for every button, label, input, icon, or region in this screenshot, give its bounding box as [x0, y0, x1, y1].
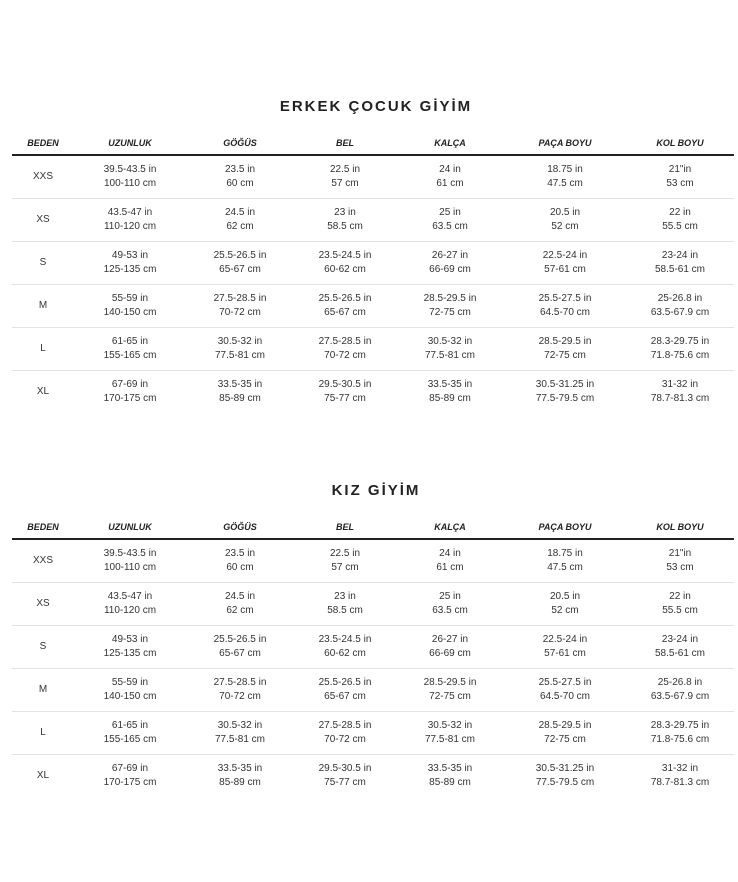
cm-value: 63.5 cm: [432, 221, 468, 232]
inch-value: 28.3-29.75 in: [650, 336, 710, 347]
measurement-cell: [186, 669, 294, 712]
cm-value: 61 cm: [436, 178, 464, 189]
cm-value: 62 cm: [226, 221, 254, 232]
measurement-cell: [396, 669, 504, 712]
inch-value: 31-32 in: [661, 379, 699, 390]
cm-value: 65-67 cm: [219, 648, 261, 659]
cm-value: 70-72 cm: [219, 307, 261, 318]
measurement-cell: [626, 199, 734, 242]
cm-value: 70-72 cm: [324, 350, 366, 361]
measurement-cell: [504, 242, 626, 285]
cm-value: 110-120 cm: [103, 221, 157, 232]
measurement-cell: [74, 199, 186, 242]
cm-value: 75-77 cm: [324, 777, 366, 788]
inch-value: 26-27 in: [431, 634, 469, 645]
inch-value: 21"in: [668, 548, 692, 559]
measurement-cell: [396, 155, 504, 199]
size-label: L: [12, 328, 74, 371]
inch-value: 55-59 in: [111, 677, 149, 688]
measurement-cell: [504, 539, 626, 583]
inch-value: 24.5 in: [224, 207, 256, 218]
cm-value: 155-165 cm: [103, 734, 157, 745]
measurement-cell: [186, 242, 294, 285]
cm-value: 72-75 cm: [544, 734, 586, 745]
boys-size-title: ERKEK ÇOCUK GİYİM: [279, 98, 473, 115]
cm-value: 55.5 cm: [662, 221, 698, 232]
measurement-cell: [74, 155, 186, 199]
measurement-cell: [294, 626, 396, 669]
column-header: PAÇA BOYU: [504, 516, 626, 539]
measurement-cell: [396, 199, 504, 242]
boys-size-table: [12, 132, 734, 413]
cm-value: 60 cm: [226, 562, 254, 573]
measurement-cell: [396, 285, 504, 328]
cm-value: 155-165 cm: [103, 350, 157, 361]
size-label: XS: [12, 583, 74, 626]
cm-value: 53 cm: [666, 178, 694, 189]
cm-value: 140-150 cm: [103, 307, 157, 318]
measurement-cell: [396, 328, 504, 371]
inch-value: 27.5-28.5 in: [213, 677, 267, 688]
table-row: [12, 199, 734, 242]
cm-value: 71.8-75.6 cm: [650, 350, 710, 361]
inch-value: 49-53 in: [111, 634, 149, 645]
inch-value: 18.75 in: [547, 164, 583, 175]
cm-value: 85-89 cm: [429, 777, 471, 788]
inch-value: 29.5-30.5 in: [318, 763, 372, 774]
inch-value: 26-27 in: [431, 250, 469, 261]
cm-value: 85-89 cm: [429, 393, 471, 404]
cm-value: 65-67 cm: [219, 264, 261, 275]
inch-value: 39.5-43.5 in: [103, 548, 157, 559]
cm-value: 57 cm: [331, 562, 359, 573]
cm-value: 100-110 cm: [103, 178, 157, 189]
measurement-cell: [396, 626, 504, 669]
inch-value: 27.5-28.5 in: [213, 293, 267, 304]
inch-value: 28.3-29.75 in: [650, 720, 710, 731]
inch-value: 43.5-47 in: [107, 207, 153, 218]
cm-value: 57-61 cm: [544, 648, 586, 659]
inch-value: 29.5-30.5 in: [318, 379, 372, 390]
inch-value: 23.5 in: [224, 164, 256, 175]
cm-value: 85-89 cm: [219, 393, 261, 404]
inch-value: 25 in: [439, 591, 461, 602]
measurement-cell: [504, 328, 626, 371]
cm-value: 77.5-79.5 cm: [535, 777, 595, 788]
inch-value: 25-26.8 in: [657, 677, 703, 688]
table-row: [12, 285, 734, 328]
inch-value: 20.5 in: [549, 207, 581, 218]
measurement-cell: [626, 371, 734, 414]
inch-value: 30.5-32 in: [217, 720, 263, 731]
measurement-cell: [186, 199, 294, 242]
measurement-cell: [504, 755, 626, 798]
cm-value: 85-89 cm: [219, 777, 261, 788]
measurement-cell: [504, 669, 626, 712]
column-header: GÖĞÜS: [186, 132, 294, 155]
measurement-cell: [74, 371, 186, 414]
cm-value: 72-75 cm: [429, 691, 471, 702]
inch-value: 30.5-32 in: [427, 720, 473, 731]
inch-value: 25.5-27.5 in: [538, 677, 592, 688]
measurement-cell: [504, 285, 626, 328]
inch-value: 23-24 in: [661, 250, 699, 261]
cm-value: 77.5-81 cm: [214, 734, 266, 745]
measurement-cell: [626, 583, 734, 626]
inch-value: 49-53 in: [111, 250, 149, 261]
inch-value: 25.5-26.5 in: [318, 677, 372, 688]
inch-value: 23 in: [334, 207, 356, 218]
inch-value: 24.5 in: [224, 591, 256, 602]
cm-value: 71.8-75.6 cm: [650, 734, 710, 745]
column-header: BEDEN: [12, 132, 74, 155]
measurement-cell: [396, 583, 504, 626]
inch-value: 33.5-35 in: [217, 763, 263, 774]
inch-value: 30.5-32 in: [217, 336, 263, 347]
table-header-row: [12, 132, 734, 155]
column-header: KALÇA: [396, 516, 504, 539]
cm-value: 62 cm: [226, 605, 254, 616]
measurement-cell: [504, 712, 626, 755]
measurement-cell: [186, 155, 294, 199]
cm-value: 58.5-61 cm: [654, 264, 706, 275]
cm-value: 66-69 cm: [429, 264, 471, 275]
inch-value: 25-26.8 in: [657, 293, 703, 304]
measurement-cell: [74, 669, 186, 712]
inch-value: 30.5-31.25 in: [535, 763, 595, 774]
inch-value: 27.5-28.5 in: [318, 720, 372, 731]
inch-value: 28.5-29.5 in: [423, 677, 477, 688]
measurement-cell: [504, 155, 626, 199]
measurement-cell: [294, 285, 396, 328]
measurement-cell: [294, 755, 396, 798]
inch-value: 20.5 in: [549, 591, 581, 602]
inch-value: 24 in: [439, 164, 461, 175]
measurement-cell: [626, 285, 734, 328]
measurement-cell: [504, 199, 626, 242]
cm-value: 77.5-79.5 cm: [535, 393, 595, 404]
measurement-cell: [186, 539, 294, 583]
cm-value: 75-77 cm: [324, 393, 366, 404]
measurement-cell: [626, 712, 734, 755]
girls-size-table: [12, 516, 734, 797]
inch-value: 24 in: [439, 548, 461, 559]
size-label: M: [12, 669, 74, 712]
cm-value: 64.5-70 cm: [539, 691, 591, 702]
table-header-row: [12, 516, 734, 539]
table-row: [12, 539, 734, 583]
cm-value: 52 cm: [551, 605, 579, 616]
measurement-cell: [294, 583, 396, 626]
cm-value: 64.5-70 cm: [539, 307, 591, 318]
measurement-cell: [626, 626, 734, 669]
cm-value: 140-150 cm: [103, 691, 157, 702]
inch-value: 25.5-26.5 in: [213, 634, 267, 645]
cm-value: 58.5-61 cm: [654, 648, 706, 659]
table-row: [12, 155, 734, 199]
table-row: [12, 626, 734, 669]
size-label: XL: [36, 386, 50, 397]
table-row: [12, 669, 734, 712]
cm-value: 125-135 cm: [103, 648, 157, 659]
cm-value: 58.5 cm: [327, 221, 363, 232]
measurement-cell: [294, 539, 396, 583]
inch-value: 25.5-27.5 in: [538, 293, 592, 304]
cm-value: 77.5-81 cm: [214, 350, 266, 361]
cm-value: 77.5-81 cm: [424, 734, 476, 745]
cm-value: 65-67 cm: [324, 691, 366, 702]
inch-value: 23-24 in: [661, 634, 699, 645]
inch-value: 39.5-43.5 in: [103, 164, 157, 175]
measurement-cell: [294, 712, 396, 755]
measurement-cell: [74, 583, 186, 626]
measurement-cell: [294, 155, 396, 199]
size-label: XXS: [12, 539, 74, 583]
inch-value: 22.5-24 in: [542, 634, 588, 645]
column-header: PAÇA BOYU: [504, 132, 626, 155]
measurement-cell: [504, 626, 626, 669]
size-label: S: [12, 626, 74, 669]
measurement-cell: [626, 242, 734, 285]
measurement-cell: [294, 669, 396, 712]
cm-value: 72-75 cm: [544, 350, 586, 361]
table-row: [12, 755, 734, 798]
cm-value: 63.5-67.9 cm: [650, 307, 710, 318]
cm-value: 55.5 cm: [662, 605, 698, 616]
inch-value: 28.5-29.5 in: [538, 720, 592, 731]
column-header: GÖĞÜS: [186, 516, 294, 539]
measurement-cell: [74, 755, 186, 798]
inch-value: 43.5-47 in: [107, 591, 153, 602]
cm-value: 57-61 cm: [544, 264, 586, 275]
cm-value: 58.5 cm: [327, 605, 363, 616]
measurement-cell: [396, 371, 504, 414]
inch-value: 23.5-24.5 in: [318, 250, 372, 261]
measurement-cell: [186, 583, 294, 626]
inch-value: 22.5-24 in: [542, 250, 588, 261]
size-label: L: [12, 712, 74, 755]
inch-value: 25.5-26.5 in: [213, 250, 267, 261]
cm-value: 52 cm: [551, 221, 579, 232]
table-row: [12, 242, 734, 285]
inch-value: 18.75 in: [547, 548, 583, 559]
cm-value: 61 cm: [436, 562, 464, 573]
measurement-cell: [186, 626, 294, 669]
cm-value: 66-69 cm: [429, 648, 471, 659]
measurement-cell: [396, 242, 504, 285]
cm-value: 63.5 cm: [432, 605, 468, 616]
cm-value: 78.7-81.3 cm: [650, 393, 710, 404]
measurement-cell: [294, 242, 396, 285]
cm-value: 100-110 cm: [103, 562, 157, 573]
measurement-cell: [396, 539, 504, 583]
size-label: S: [12, 242, 74, 285]
inch-value: 67-69 in: [111, 379, 149, 390]
measurement-cell: [74, 712, 186, 755]
inch-value: 25.5-26.5 in: [318, 293, 372, 304]
cm-value: 60-62 cm: [324, 264, 366, 275]
measurement-cell: [74, 328, 186, 371]
measurement-cell: [186, 755, 294, 798]
measurement-cell: [74, 539, 186, 583]
column-header: UZUNLUK: [74, 132, 186, 155]
inch-value: 61-65 in: [111, 720, 149, 731]
cm-value: 72-75 cm: [429, 307, 471, 318]
size-label: XL: [36, 770, 50, 781]
measurement-cell: [396, 712, 504, 755]
measurement-cell: [294, 328, 396, 371]
cm-value: 70-72 cm: [324, 734, 366, 745]
table-row: [12, 371, 734, 414]
measurement-cell: [396, 755, 504, 798]
measurement-cell: [626, 755, 734, 798]
cm-value: 57 cm: [331, 178, 359, 189]
cm-value: 170-175 cm: [103, 393, 157, 404]
inch-value: 25 in: [439, 207, 461, 218]
cm-value: 77.5-81 cm: [424, 350, 476, 361]
measurement-cell: [186, 328, 294, 371]
column-header: BEL: [294, 132, 396, 155]
cm-value: 53 cm: [666, 562, 694, 573]
inch-value: 55-59 in: [111, 293, 149, 304]
measurement-cell: [74, 242, 186, 285]
column-header: UZUNLUK: [74, 516, 186, 539]
inch-value: 33.5-35 in: [427, 379, 473, 390]
inch-value: 28.5-29.5 in: [423, 293, 477, 304]
inch-value: 22.5 in: [329, 164, 361, 175]
inch-value: 33.5-35 in: [217, 379, 263, 390]
measurement-cell: [294, 371, 396, 414]
cm-value: 110-120 cm: [103, 605, 157, 616]
measurement-cell: [186, 371, 294, 414]
inch-value: 67-69 in: [111, 763, 149, 774]
table-row: [12, 583, 734, 626]
measurement-cell: [504, 583, 626, 626]
measurement-cell: [504, 371, 626, 414]
measurement-cell: [294, 199, 396, 242]
column-header: BEDEN: [12, 516, 74, 539]
inch-value: 61-65 in: [111, 336, 149, 347]
measurement-cell: [626, 669, 734, 712]
measurement-cell: [74, 626, 186, 669]
inch-value: 31-32 in: [661, 763, 699, 774]
column-header: BEL: [294, 516, 396, 539]
measurement-cell: [74, 285, 186, 328]
column-header: KALÇA: [396, 132, 504, 155]
inch-value: 30.5-31.25 in: [535, 379, 595, 390]
size-label: XS: [12, 199, 74, 242]
measurement-cell: [626, 155, 734, 199]
inch-value: 23.5 in: [224, 548, 256, 559]
inch-value: 21"in: [668, 164, 692, 175]
inch-value: 30.5-32 in: [427, 336, 473, 347]
cm-value: 60-62 cm: [324, 648, 366, 659]
table-row: [12, 712, 734, 755]
cm-value: 60 cm: [226, 178, 254, 189]
size-label: M: [12, 285, 74, 328]
measurement-cell: [186, 285, 294, 328]
measurement-cell: [626, 539, 734, 583]
girls-size-section: [0, 480, 738, 788]
column-header: KOL BOYU: [626, 516, 734, 539]
cm-value: 70-72 cm: [219, 691, 261, 702]
cm-value: 78.7-81.3 cm: [650, 777, 710, 788]
inch-value: 27.5-28.5 in: [318, 336, 372, 347]
inch-value: 33.5-35 in: [427, 763, 473, 774]
table-row: [12, 328, 734, 371]
inch-value: 23.5-24.5 in: [318, 634, 372, 645]
column-header: KOL BOYU: [626, 132, 734, 155]
girls-size-title: KIZ GİYİM: [331, 482, 421, 499]
measurement-cell: [626, 328, 734, 371]
measurement-cell: [186, 712, 294, 755]
cm-value: 63.5-67.9 cm: [650, 691, 710, 702]
inch-value: 28.5-29.5 in: [538, 336, 592, 347]
inch-value: 22.5 in: [329, 548, 361, 559]
boys-size-section: [0, 96, 738, 404]
size-label: XXS: [12, 155, 74, 199]
inch-value: 22 in: [669, 207, 691, 218]
cm-value: 47.5 cm: [547, 562, 583, 573]
cm-value: 65-67 cm: [324, 307, 366, 318]
cm-value: 125-135 cm: [103, 264, 157, 275]
cm-value: 47.5 cm: [547, 178, 583, 189]
cm-value: 170-175 cm: [103, 777, 157, 788]
inch-value: 23 in: [334, 591, 356, 602]
inch-value: 22 in: [669, 591, 691, 602]
